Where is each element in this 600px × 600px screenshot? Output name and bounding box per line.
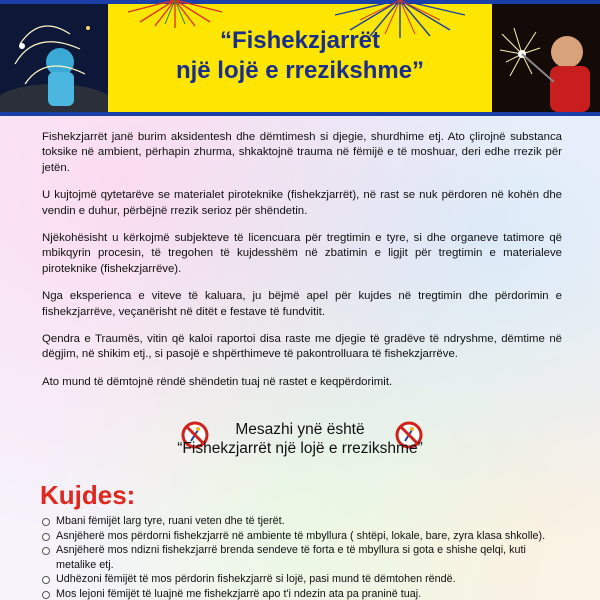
- sparkler-photo-right: [492, 4, 600, 112]
- list-item: [42, 587, 552, 600]
- paragraph: Fishekzjarrët janë burim aksidentesh dhe dëmtimesh si djegie, shurdhime etj. Ato çlirojnë substanca toksike në ambient, përhapin zhurma, shkaktojnë trauma në fëmijë e të moshuar, deri edhe rrezik për jetën.: [42, 131, 562, 174]
- list-item-text: Asnjëherë mos ndizni fishekzjarrë brenda sendeve të forta e të mbyllura si gota e shishe qelqi, kuti metalike etj.: [56, 544, 526, 571]
- title-line-2: një lojë e rrezikshme”: [175, 57, 425, 84]
- title-line-1: “Fishekzjarrët: [219, 27, 381, 54]
- list-item: [42, 543, 552, 572]
- warning-heading: Kujdes:: [40, 480, 136, 510]
- page-title: [115, 26, 485, 86]
- list-item-text: Mbani fëmijët larg tyre, ruani veten dhe të tjerët.: [56, 515, 285, 527]
- list-item: [42, 514, 552, 529]
- paragraph: Nga eksperienca e viteve të kaluara, ju bëjmë apel për kujdes në tregtimin dhe përdorimin e fishekzjarrëve, veçanërisht në ditët e festave të fundvitit.: [42, 290, 562, 318]
- paragraph: Njëkohësisht u kërkojmë subjekteve të licencuara për tregtimin e tyre, si dhe organeve tatimore që mbikqyrin procesin, të tregohen të kujdesshëm në zbatimin e ligjit për tregtimin e materialeve piroteknike (fishekzjarrëve).: [42, 232, 562, 275]
- warning-list: [42, 514, 552, 600]
- list-item-text: Mos lejoni fëmijët të luajnë me fishekzjarrë apo t'i ndezin ata pa praninë tuaj.: [56, 587, 422, 600]
- list-item-text: Asnjëherë mos përdorni fishekzjarrë në ambiente të mbyllura ( shtëpi, lokale, bare, zyra klasa shkolle).: [56, 529, 546, 542]
- body-text: [42, 130, 562, 402]
- paragraph: Ato mund të dëmtojnë rëndë shëndetin tuaj në rastet e keqpërdorimit.: [42, 375, 393, 388]
- sparkler-photo-left: [0, 4, 108, 112]
- bullet-icon: [42, 576, 50, 584]
- bullet-icon: [42, 547, 50, 555]
- bullet-icon: [42, 533, 50, 541]
- bullet-icon: [42, 518, 50, 526]
- list-item: [42, 529, 552, 544]
- bullet-icon: [42, 591, 50, 599]
- header-border: [0, 112, 600, 116]
- message-box: [150, 420, 450, 458]
- paragraph: U kujtojmë qytetarëve se materialet piroteknike (fishekzjarrët), në rast se nuk përdoren në kohën dhe vendin e duhur, përbëjnë rrezik serioz për shëndetin.: [42, 189, 562, 217]
- paragraph: Qendra e Traumës, vitin që kaloi raportoi disa raste me djegie të gradëve të ndryshme, dëmtime në dëgjim, në shikim etj., si pasojë e shpërthimeve të pakontrolluara të fishekzjarrëve.: [42, 333, 562, 361]
- list-item: [42, 572, 552, 587]
- message-line-2: “Fishekzjarrët një lojë e rrezikshme”: [177, 440, 423, 457]
- list-item-text: Udhëzoni fëmijët të mos përdorin fishekzjarrë si lojë, pasi mund të dëmtohen rëndë.: [56, 573, 456, 586]
- message-line-1: Mesazhi ynë është: [235, 421, 365, 438]
